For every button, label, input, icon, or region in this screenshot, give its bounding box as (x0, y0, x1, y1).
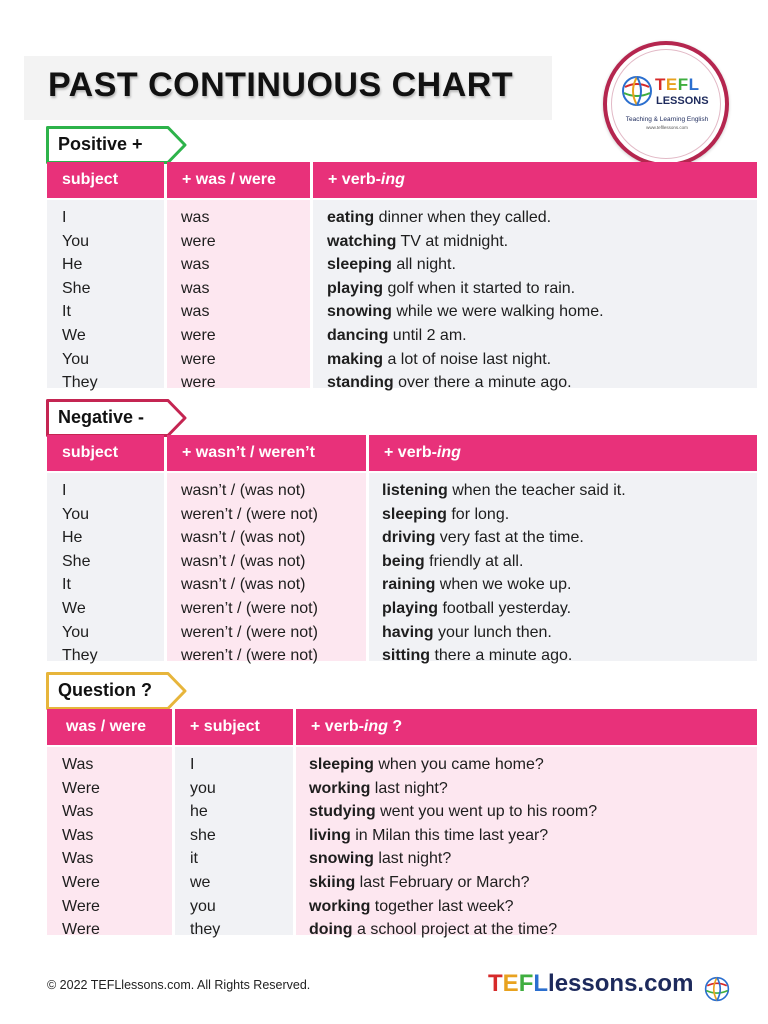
negative-header-verb (369, 435, 757, 471)
verb-ing-form: snowing (309, 850, 374, 868)
table-row-cell: You (62, 505, 89, 523)
verb-ing-form: living (309, 826, 351, 844)
header-ing-text: ing (436, 444, 461, 461)
negative-label: Negative - (58, 407, 145, 427)
table-row-cell: Were (62, 873, 100, 891)
verb-ing-form: skiing (309, 873, 356, 891)
positive-header-subject: subject (47, 162, 164, 198)
badge-letter: E (665, 75, 678, 94)
table-row-cell: weren’t / (were not) (181, 647, 318, 665)
globe-icon (704, 976, 730, 1002)
table-row-cell (327, 348, 604, 372)
verb-ing-form: working (309, 897, 371, 915)
header-verb-text: + verb- (328, 171, 381, 188)
verb-ing-form: listening (382, 482, 448, 499)
verb-ing-form: snowing (327, 303, 392, 321)
header-ing-text: ing (380, 171, 405, 188)
verb-ing-form: sleeping (327, 256, 392, 274)
table-row-cell: she (190, 826, 216, 844)
table-row-cell (309, 777, 597, 801)
question-header-aux: was / were (47, 709, 172, 745)
table-row-cell (382, 597, 626, 621)
table-row-cell: They (62, 374, 98, 392)
positive-header-aux: + was / were (167, 162, 310, 198)
table-row-cell (382, 573, 626, 597)
table-row-cell (382, 550, 626, 574)
sentence-rest: all night. (391, 256, 456, 274)
table-row-cell: Was (62, 850, 94, 868)
logo-letter: L (533, 970, 549, 997)
table-row-cell (309, 847, 597, 871)
sentence-rest: golf when it started to rain. (383, 279, 576, 297)
table-row-cell: Were (62, 897, 100, 915)
table-row-cell: you (190, 897, 216, 915)
sentence-rest: over there a minute ago. (393, 374, 572, 392)
table-row-cell: he (190, 803, 208, 821)
table-row-cell: You (62, 232, 89, 250)
positive-header-verb (313, 162, 757, 198)
table-row-cell (327, 206, 604, 230)
sentence-rest: in Milan this time last year? (350, 826, 549, 844)
verb-ing-form: doing (309, 921, 353, 939)
table-row-cell: Was (62, 803, 94, 821)
sentence-rest: when the teacher said it. (447, 482, 626, 499)
sentence-rest: your lunch then. (433, 623, 552, 641)
logo-letter: T (488, 970, 503, 997)
sentence-rest: went you went up to his room? (375, 803, 598, 821)
table-row-cell: He (62, 529, 83, 547)
table-row-cell (309, 800, 597, 824)
verb-ing-form: studying (309, 803, 376, 821)
logo-letter: E (502, 970, 519, 997)
table-row-cell: was (181, 209, 210, 226)
sentence-rest: last night? (373, 850, 452, 868)
table-row-cell: we (190, 873, 211, 891)
sentence-rest: a lot of noise last night. (383, 350, 552, 368)
table-row-cell (327, 371, 604, 395)
table-row-cell: He (62, 256, 83, 274)
verb-ing-form: standing (327, 374, 394, 392)
table-row-cell: wasn’t / (was not) (181, 552, 306, 570)
question-aux-column (62, 753, 100, 942)
table-row-cell: were (181, 374, 216, 392)
table-row-cell: wasn’t / (was not) (181, 482, 306, 499)
table-row-cell (382, 644, 626, 668)
table-row-cell: you (190, 779, 216, 797)
sentence-rest: there a minute ago. (430, 647, 573, 665)
sentence-rest: TV at midnight. (396, 232, 509, 250)
table-row-cell (327, 324, 604, 348)
table-row-cell: She (62, 279, 91, 297)
table-row-cell: were (181, 232, 216, 250)
verb-ing-form: working (309, 779, 371, 797)
verb-ing-form: playing (382, 599, 439, 617)
table-row-cell (382, 526, 626, 550)
badge-letter: F (677, 75, 689, 94)
verb-ing-form: having (382, 623, 434, 641)
table-row-cell (327, 253, 604, 277)
table-row-cell: it (190, 850, 198, 868)
question-verb-column (309, 753, 597, 942)
table-row-cell: were (181, 350, 216, 368)
verb-ing-form: making (327, 350, 384, 368)
question-label: Question ? (58, 680, 152, 700)
negative-table (47, 435, 757, 665)
verb-ing-form: dancing (327, 326, 389, 344)
globe-icon (621, 75, 653, 107)
table-row-cell: was (181, 256, 210, 274)
table-row-cell: wasn’t / (was not) (181, 529, 306, 547)
copyright-text: © 2022 TEFLlessons.com. All Rights Reserved. (47, 978, 311, 992)
positive-verb-column (327, 206, 604, 395)
table-row-cell: weren’t / (were not) (181, 623, 318, 641)
table-row-cell: They (62, 647, 98, 665)
verb-ing-form: sleeping (309, 756, 374, 773)
verb-ing-form: sleeping (382, 505, 447, 523)
table-row-cell: We (62, 599, 86, 617)
badge-letter: T (655, 75, 666, 94)
table-row-cell: they (190, 921, 221, 939)
verb-ing-form: sitting (382, 647, 430, 665)
header-verb-text: + verb- (311, 718, 364, 735)
badge-sub-brand: LESSONS (656, 95, 709, 107)
sentence-rest: when we woke up. (435, 576, 572, 594)
sentence-rest: last night? (370, 779, 448, 797)
positive-aux-column (181, 206, 216, 395)
question-header-verb (296, 709, 757, 745)
table-row-cell: was (181, 303, 210, 321)
question-header-subject: + subject (175, 709, 293, 745)
badge-brand (655, 75, 700, 95)
table-row-cell (309, 824, 597, 848)
page-title: PAST CONTINUOUS CHART (48, 66, 514, 104)
table-row-cell: Were (62, 779, 100, 797)
verb-ing-form: raining (382, 576, 436, 594)
sentence-rest: until 2 am. (388, 326, 467, 344)
sentence-rest: together last week? (370, 897, 514, 915)
sentence-rest: very fast at the time. (435, 529, 584, 547)
table-row-cell: It (62, 576, 71, 594)
question-table (47, 709, 757, 939)
table-row-cell: weren’t / (were not) (181, 505, 318, 523)
table-row-cell (382, 621, 626, 645)
negative-aux-column (181, 479, 318, 668)
table-row-cell: You (62, 350, 89, 368)
header-ing-text: ing (363, 718, 388, 735)
table-row-cell (309, 753, 597, 777)
positive-subject-column (62, 206, 98, 395)
table-row-cell (309, 895, 597, 919)
badge-letter: L (688, 75, 700, 94)
verb-ing-form: playing (327, 279, 384, 297)
footer-logo (488, 970, 693, 998)
table-row-cell: Were (62, 921, 100, 939)
sentence-rest: football yesterday. (438, 599, 572, 617)
header-verb-text: + verb- (384, 444, 437, 461)
verb-ing-form: eating (327, 209, 375, 226)
sentence-rest: while we were walking home. (391, 303, 604, 321)
logo-letter: F (518, 970, 534, 997)
table-row-cell (382, 503, 626, 527)
negative-verb-column (382, 479, 626, 668)
table-row-cell: Was (62, 826, 94, 844)
table-row-cell (309, 871, 597, 895)
sentence-rest: dinner when they called. (374, 209, 552, 226)
negative-header-subject: subject (47, 435, 164, 471)
logo-rest: lessons.com (548, 970, 694, 997)
table-row-cell: I (62, 209, 67, 226)
table-row-cell (309, 918, 597, 942)
negative-subject-column (62, 479, 98, 668)
table-row-cell (327, 230, 604, 254)
table-row-cell: weren’t / (were not) (181, 599, 318, 617)
verb-ing-form: being (382, 552, 425, 570)
positive-label: Positive + (58, 134, 143, 154)
table-row-cell: I (62, 482, 67, 499)
sentence-rest: for long. (446, 505, 510, 523)
question-subject-column (190, 753, 220, 942)
table-row-cell (382, 479, 626, 503)
table-row-cell: was (181, 279, 210, 297)
sentence-rest: when you came home? (373, 756, 544, 773)
sentence-rest: a school project at the time? (352, 921, 558, 939)
table-row-cell: We (62, 326, 86, 344)
positive-table (47, 162, 757, 392)
verb-ing-form: watching (327, 232, 397, 250)
badge-tagline: Teaching & Learning English (625, 116, 709, 123)
table-row-cell (327, 277, 604, 301)
sentence-rest: last February or March? (355, 873, 530, 891)
table-row-cell: wasn’t / (was not) (181, 576, 306, 594)
table-row-cell: I (190, 756, 195, 773)
table-row-cell: It (62, 303, 71, 321)
verb-ing-form: driving (382, 529, 436, 547)
table-row-cell: Was (62, 756, 94, 773)
tefl-badge-logo (603, 41, 729, 167)
table-row-cell: She (62, 552, 91, 570)
table-row-cell (327, 300, 604, 324)
badge-url: www.tefllessons.com (646, 125, 688, 130)
sentence-rest: friendly at all. (424, 552, 524, 570)
header-question-mark: ? (387, 718, 403, 735)
table-row-cell: were (181, 326, 216, 344)
table-row-cell: You (62, 623, 89, 641)
negative-header-aux: + wasn’t / weren’t (167, 435, 366, 471)
